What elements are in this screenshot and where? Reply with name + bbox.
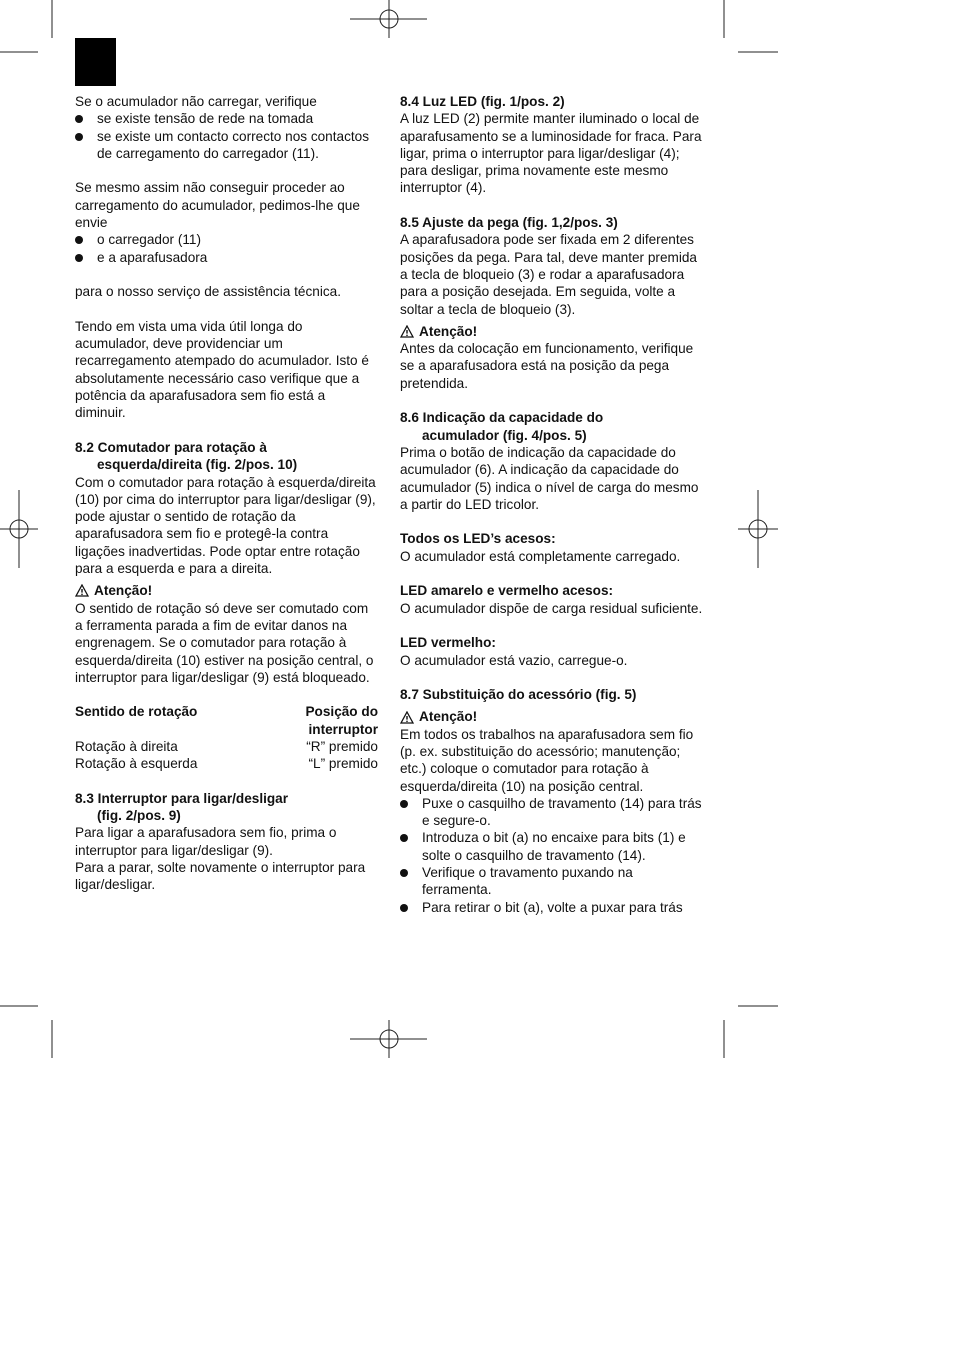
led-state-heading: LED amarelo e vermelho acesos: xyxy=(400,583,614,599)
list-item: se existe tensão de rede na tomada xyxy=(75,110,378,127)
section-heading-8-6 xyxy=(400,409,703,444)
led-state-heading: Todos os LED’s acesos: xyxy=(400,531,556,547)
warning-text: Atenção! xyxy=(419,323,478,339)
right-column xyxy=(400,93,703,916)
warning-triangle-icon xyxy=(75,584,89,597)
paragraph: O acumulador dispõe de carga residual suficiente. xyxy=(400,600,703,616)
language-tab-marker xyxy=(75,38,116,86)
heading-line: (fig. 2/pos. 9) xyxy=(97,808,181,824)
paragraph: Com o comutador para rotação à esquerda/direita (10) por cima do interruptor para ligar/desligar (9), pode ajustar o sentido de rotação da aparafusadora sem fio e protegê-la contra ligações inadvertidas. Pode optar entre rotação para a esquerda e para a direita. xyxy=(75,474,376,577)
paragraph: O acumulador está completamente carregado. xyxy=(400,548,681,564)
paragraph: O acumulador está vazio, carregue-o. xyxy=(400,652,628,668)
steps-list xyxy=(400,795,703,916)
warning-text: Atenção! xyxy=(94,583,153,599)
paragraph: Tendo em vista uma vida útil longa do acumulador, deve providenciar um recarregamento atempado do acumulador. Isto é absolutamente necessário caso verifique que a potência da aparafusadora sem fio está a diminuir. xyxy=(75,318,369,421)
table-cell: Rotação à esquerda xyxy=(75,756,198,772)
paragraph: Antes da colocação em funcionamento, verifique se a aparafusadora está na posição da pega pretendida. xyxy=(400,341,694,391)
left-column xyxy=(75,93,378,894)
section-heading-8-3 xyxy=(75,790,378,825)
paragraph: para o nosso serviço de assistência técnica. xyxy=(75,284,341,300)
list-item: o carregador (11) xyxy=(75,231,378,248)
paragraph: Se mesmo assim não conseguir proceder ao carregamento do acumulador, pedimos-lhe que envie xyxy=(75,180,360,231)
heading-line: acumulador (fig. 4/pos. 5) xyxy=(422,427,587,443)
intro-text: Se o acumulador não carregar, verifique xyxy=(75,94,317,109)
header-line: interruptor xyxy=(308,721,378,737)
paragraph: Prima o botão de indicação da capacidade do acumulador (6). A indicação da capacidade do acumulador (5) indica o nível de carga do mesmo a partir do LED tricolor. xyxy=(400,444,699,512)
list-item: Verifique o travamento puxando na ferramenta. xyxy=(400,864,703,899)
paragraph: Em todos os trabalhos na aparafusadora sem fio (p. ex. substituição do acessório; manutenção; etc.) coloque o comutador para rotação à esquerda/direita (10) na posição central. xyxy=(400,726,694,794)
check-list xyxy=(75,110,378,162)
table-cell: “L” premido xyxy=(308,756,378,772)
warning-label xyxy=(400,708,703,725)
table-header xyxy=(75,703,378,738)
warning-label xyxy=(400,323,703,340)
header-line: Posição do xyxy=(305,704,378,720)
rotation-table xyxy=(75,703,378,772)
list-item: Para retirar o bit (a), volte a puxar para trás xyxy=(400,899,703,916)
paragraph: O sentido de rotação só deve ser comutado com a ferramenta parada a fim de evitar danos na engrenagem. Se o comutador para rotação à esquerda/direita (10) estiver na posição central, o interruptor para ligar/desligar (9) está bloqueado. xyxy=(75,600,374,685)
table-row xyxy=(75,755,378,772)
table-row xyxy=(75,738,378,755)
paragraph: A luz LED (2) permite manter iluminado o local de aparafusamento se a luminosidade for fraca. Para ligar, prima o interruptor para ligar/desligar (4); para desligar, prima novamente este mesmo interruptor (4). xyxy=(400,111,702,196)
warning-text: Atenção! xyxy=(419,709,478,725)
paragraph: A aparafusadora pode ser fixada em 2 diferentes posições da pega. Para tal, deve manter premida a tecla de bloqueio (3) e rodar a aparafusadora para a posição desejada. Em seguida, volte a soltar a tecla de bloqueio (3). xyxy=(400,232,697,317)
table-cell: Rotação à direita xyxy=(75,738,178,754)
table-header-cell: Sentido de rotação xyxy=(75,704,198,720)
section-heading-8-5: 8.5 Ajuste da pega (fig. 1,2/pos. 3) xyxy=(400,215,618,231)
list-item: Puxe o casquilho de travamento (14) para trás e segure-o. xyxy=(400,795,703,830)
heading-line: esquerda/direita (fig. 2/pos. 10) xyxy=(97,457,298,473)
table-cell: “R” premido xyxy=(306,738,378,754)
heading-line: 8.2 Comutador para rotação à xyxy=(75,439,267,455)
warning-label xyxy=(75,582,378,599)
send-list xyxy=(75,231,378,266)
heading-line: 8.3 Interruptor para ligar/desligar xyxy=(75,790,289,806)
list-item: se existe um contacto correcto nos contactos de carregamento do carregador (11). xyxy=(75,128,378,163)
warning-triangle-icon xyxy=(400,711,414,724)
section-heading-8-2 xyxy=(75,439,378,474)
section-heading-8-7: 8.7 Substituição do acessório (fig. 5) xyxy=(400,687,637,703)
paragraph: Para ligar a aparafusadora sem fio, prima o interruptor para ligar/desligar (9). xyxy=(75,825,337,858)
heading-line: 8.6 Indicação da capacidade do xyxy=(400,410,604,426)
section-heading-8-4: 8.4 Luz LED (fig. 1/pos. 2) xyxy=(400,94,565,109)
table-header-cell xyxy=(305,703,378,738)
warning-triangle-icon xyxy=(400,325,414,338)
list-item: Introduza o bit (a) no encaixe para bits (1) e solte o casquilho de travamento (14). xyxy=(400,829,703,864)
led-state-heading: LED vermelho: xyxy=(400,635,496,651)
list-item: e a aparafusadora xyxy=(75,249,378,266)
paragraph: Para a parar, solte novamente o interruptor para ligar/desligar. xyxy=(75,860,366,893)
